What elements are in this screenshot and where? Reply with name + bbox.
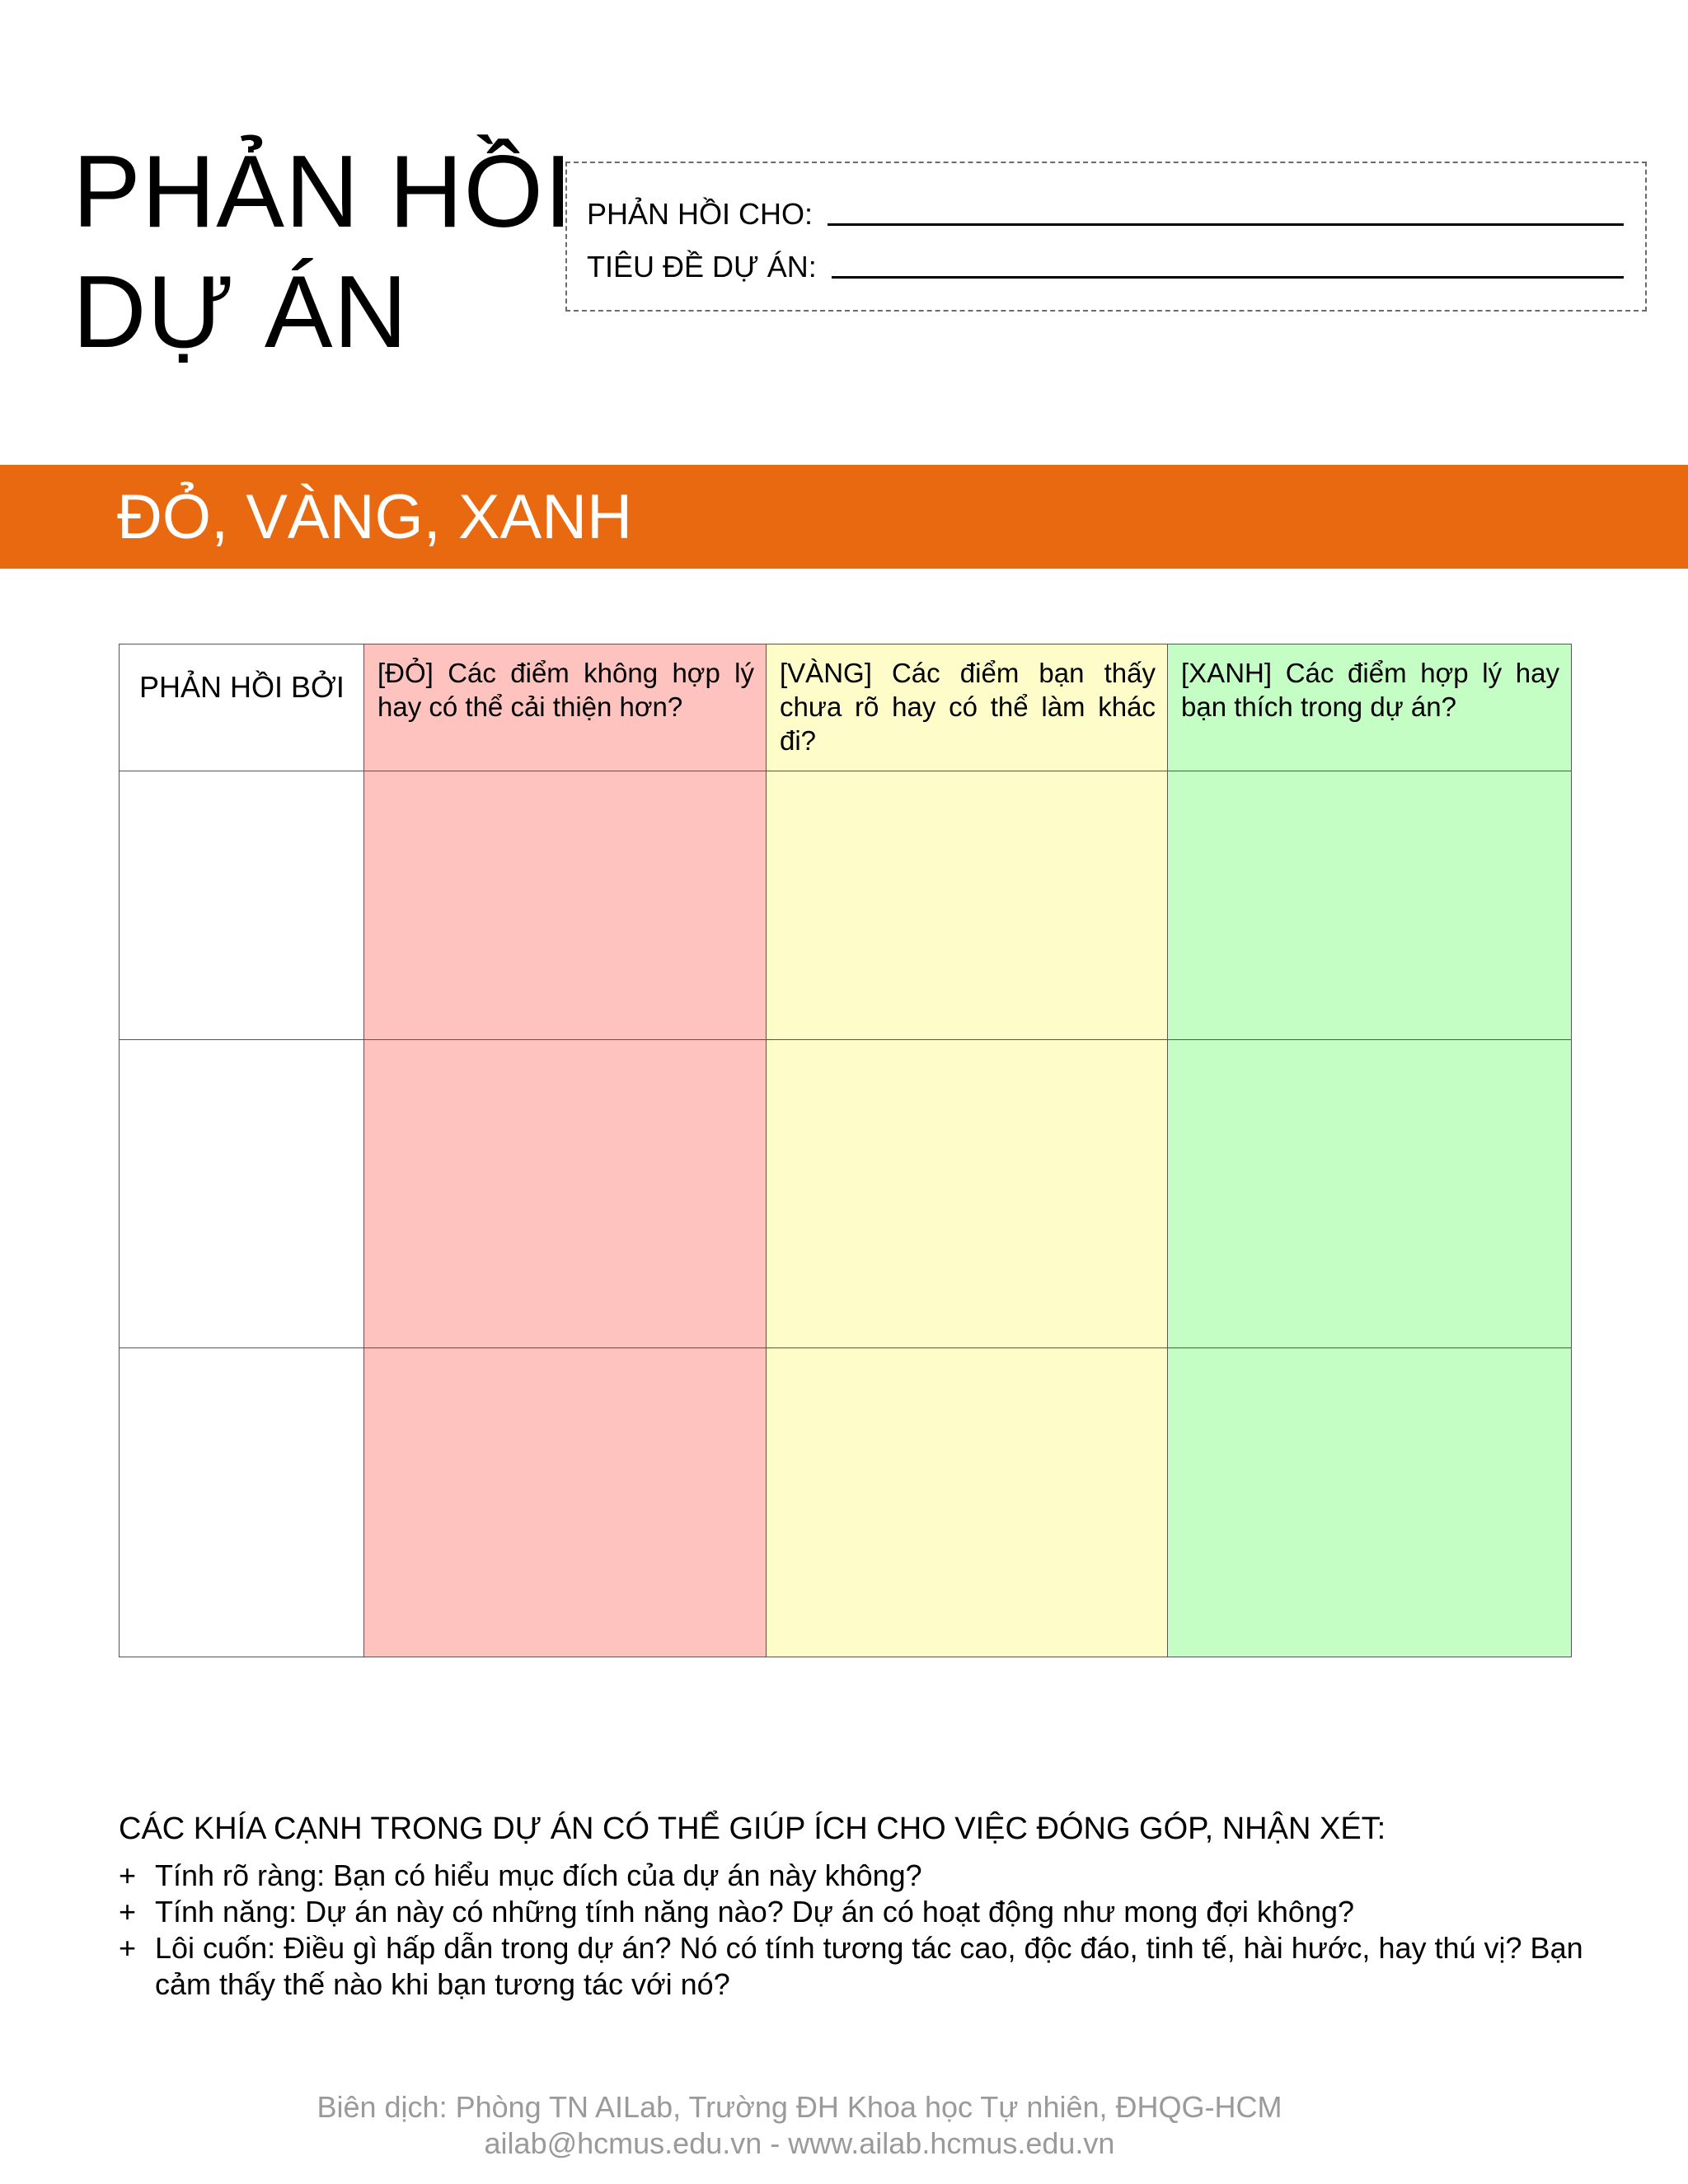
page-title-line1: PHẢN HỒI — [73, 135, 574, 249]
project-title-row — [587, 249, 1624, 285]
header-red-label: [ĐỎ] Các điểm không hợp lý hay có thể cải thiện hơn? — [377, 658, 754, 722]
section-banner-title: ĐỎ, VÀNG, XANH — [117, 482, 632, 552]
table-row — [120, 771, 1572, 1040]
yellow-cell[interactable] — [767, 1040, 1168, 1348]
reviewer-cell[interactable] — [120, 771, 364, 1040]
list-item — [119, 1930, 1602, 2003]
header-yellow-label: [VÀNG] Các điểm bạn thấy chưa rõ hay có thể làm khác đi? — [780, 658, 1156, 756]
page-title — [73, 132, 573, 373]
feedback-for-row — [587, 196, 1624, 232]
green-cell[interactable] — [1168, 1348, 1572, 1657]
project-title-line[interactable] — [832, 276, 1624, 279]
header-yellow — [767, 644, 1168, 771]
aspect-text-engagement: Lôi cuốn: Điều gì hấp dẫn trong dự án? Nó có tính tương tác cao, độc đáo, tinh tế, hài hước, hay thú vị? Bạn cảm thấy thế nào khi bạn tương tác với nó? — [155, 1931, 1583, 2001]
footer-credit: Biên dịch: Phòng TN AILab, Trường ĐH Khoa học Tự nhiên, ĐHQG-HCM — [316, 2090, 1282, 2124]
header-green-label: [XANH] Các điểm hợp lý hay bạn thích trong dự án? — [1181, 658, 1559, 722]
footer — [0, 2089, 1599, 2162]
feedback-for-line[interactable] — [828, 223, 1624, 226]
aspect-text-features: Tính năng: Dự án này có những tính năng nào? Dự án có hoạt động như mong đợi không? — [155, 1895, 1355, 1929]
footer-contact: ailab@hcmus.edu.vn - www.ailab.hcmus.edu.vn — [484, 2126, 1115, 2160]
plus-bullet-icon: + — [119, 1858, 137, 1892]
project-title-label: TIÊU ĐỀ DỰ ÁN: — [587, 250, 817, 284]
feedback-table — [119, 644, 1572, 1657]
table-row — [120, 1040, 1572, 1348]
reviewer-cell[interactable] — [120, 1348, 364, 1657]
header-green — [1168, 644, 1572, 771]
list-item — [119, 1858, 1602, 1894]
table-row — [120, 1348, 1572, 1657]
green-cell[interactable] — [1168, 1040, 1572, 1348]
header-feedback-by — [120, 644, 364, 771]
plus-bullet-icon: + — [119, 1895, 137, 1929]
aspects-list — [119, 1858, 1602, 2003]
yellow-cell[interactable] — [767, 771, 1168, 1040]
feedback-for-label: PHẢN HỒI CHO: — [587, 197, 814, 231]
header-feedback-by-label: PHẢN HỒI BỞI — [139, 670, 345, 704]
aspects-title: CÁC KHÍA CẠNH TRONG DỰ ÁN CÓ THỂ GIÚP ÍCH CHO VIỆC ĐÓNG GÓP, NHẬN XÉT: — [119, 1811, 1386, 1846]
feedback-table-header-row — [120, 644, 1572, 771]
page-title-line2: DỰ ÁN — [73, 255, 409, 369]
aspect-text-clarity: Tính rõ ràng: Bạn có hiểu mục đích của dự án này không? — [155, 1858, 922, 1892]
section-banner — [0, 465, 1688, 569]
project-info-box — [565, 162, 1647, 312]
header-red — [364, 644, 767, 771]
red-cell[interactable] — [364, 771, 767, 1040]
yellow-cell[interactable] — [767, 1348, 1168, 1657]
red-cell[interactable] — [364, 1040, 767, 1348]
list-item — [119, 1894, 1602, 1930]
green-cell[interactable] — [1168, 771, 1572, 1040]
plus-bullet-icon: + — [119, 1931, 137, 1965]
red-cell[interactable] — [364, 1348, 767, 1657]
reviewer-cell[interactable] — [120, 1040, 364, 1348]
